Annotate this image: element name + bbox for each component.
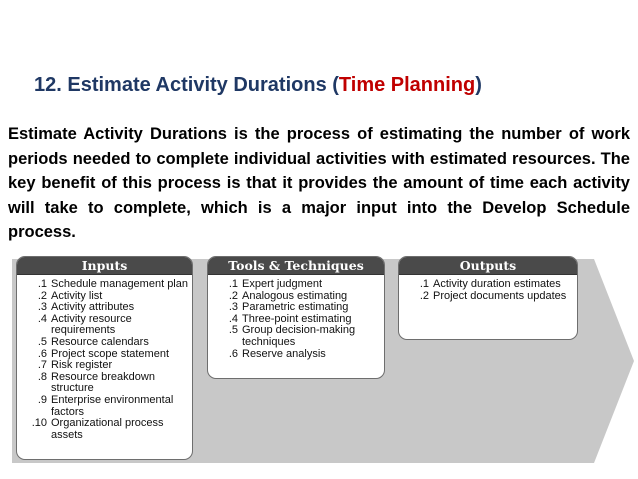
inputs-item-text: Activity attributes [51, 301, 135, 314]
tools-panel [207, 256, 385, 379]
inputs-item-text: Resource breakdown structure [51, 370, 155, 395]
outputs-header: Outputs [399, 257, 577, 275]
inputs-panel [16, 256, 193, 460]
inputs-item-number: .7 [37, 359, 47, 372]
tools-item-number: .5 [228, 324, 238, 337]
outputs-item-number: .2 [419, 289, 429, 302]
tools-item [216, 279, 380, 291]
inputs-item [25, 360, 188, 372]
tools-item-text: Expert judgment [242, 278, 323, 290]
inputs-item-text: Project scope statement [51, 347, 170, 360]
inputs-item-number: .1 [37, 278, 47, 290]
tools-item-text: Three-point estimating [242, 312, 352, 325]
inputs-item [25, 279, 188, 291]
tools-item [216, 325, 380, 348]
inputs-item-number: .8 [37, 370, 47, 383]
inputs-header: Inputs [17, 257, 192, 275]
title-prefix: 12. Estimate Activity Durations ( [34, 74, 339, 96]
inputs-item-number: .5 [37, 335, 47, 348]
outputs-item [407, 279, 573, 291]
inputs-item-text: Activity list [51, 289, 103, 302]
title-suffix: ) [475, 74, 482, 96]
tools-item-text: Parametric estimating [242, 301, 349, 314]
outputs-item-text: Activity duration estimates [433, 278, 561, 290]
inputs-item [25, 418, 188, 441]
tools-item [216, 349, 380, 361]
tools-item-number: .2 [228, 289, 238, 302]
outputs-item [407, 291, 573, 303]
tools-item-number: .6 [228, 347, 238, 360]
tools-item-text: Group decision-making techniques [242, 324, 356, 348]
outputs-panel [398, 256, 578, 340]
inputs-item-text: Activity resource requirements [51, 312, 132, 337]
description-paragraph: Estimate Activity Durations is the process of estimating the number of work periods needed to complete individual activities with estimated resources. The key benefit of this process is that it provides the amount of time each activity will take to complete, which is a major input into the Develop Schedule process. [8, 125, 630, 241]
title-accent: Time Planning [338, 74, 476, 96]
inputs-list [17, 275, 192, 441]
tools-item-text: Reserve analysis [242, 347, 326, 360]
tools-item-number: .1 [228, 278, 238, 290]
inputs-item-number: .9 [37, 393, 47, 406]
inputs-item-number: .6 [37, 347, 47, 360]
inputs-item-number: .3 [37, 301, 47, 314]
tools-item-text: Analogous estimating [242, 289, 348, 302]
inputs-item [25, 314, 188, 337]
inputs-item-text: Enterprise environmental factors [51, 393, 174, 418]
inputs-item-number: .10 [31, 417, 47, 430]
inputs-item [25, 372, 188, 395]
inputs-item-number: .4 [37, 312, 47, 325]
outputs-item-text: Project documents updates [433, 289, 567, 302]
tools-item-number: .3 [228, 301, 238, 314]
inputs-item [25, 395, 188, 418]
tools-item-number: .4 [228, 312, 238, 325]
inputs-item-text: Risk register [51, 359, 113, 372]
inputs-item-text: Schedule management plan [51, 278, 188, 290]
outputs-item-number: .1 [419, 278, 429, 290]
tools-header: Tools & Techniques [208, 257, 384, 275]
inputs-item [25, 337, 188, 349]
outputs-list [399, 275, 577, 302]
inputs-item-number: .2 [37, 289, 47, 302]
tools-list [208, 275, 384, 360]
inputs-item-text: Resource calendars [51, 335, 149, 348]
inputs-item-text: Organizational process assets [51, 417, 164, 441]
